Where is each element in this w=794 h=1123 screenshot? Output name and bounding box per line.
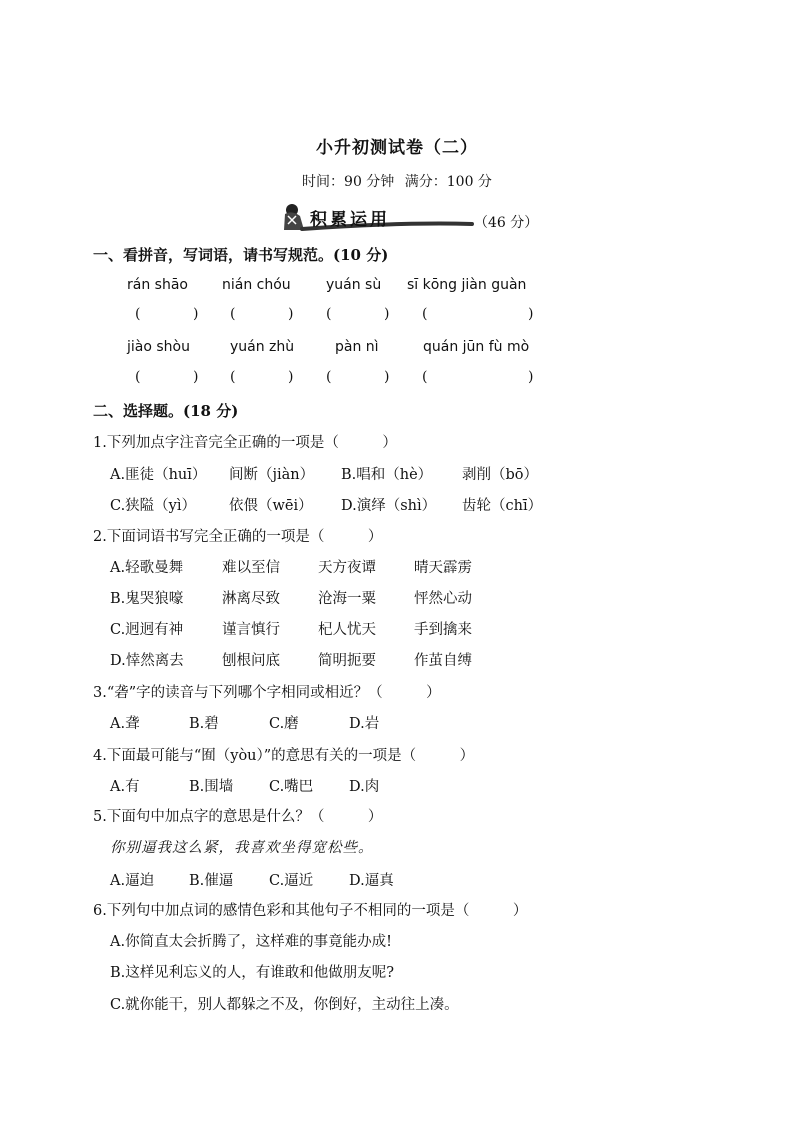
- banner-points: （46 分）: [474, 215, 539, 231]
- question-6-stem: 6.下列句中加点词的感情色彩和其他句子不相同的一项是（ ）: [93, 903, 528, 919]
- q2-word: 沧海一粟: [318, 591, 376, 607]
- pinyin: rán shāo: [127, 277, 188, 293]
- q2-word: 刨根问底: [222, 653, 280, 669]
- q5-option: A.逼迫: [110, 873, 155, 889]
- question-1-stem: 1.下列加点字注音完全正确的一项是（ ）: [93, 435, 397, 451]
- question-3-stem: 3.“砻”字的读音与下列哪个字相同或相近？（ ）: [93, 685, 441, 701]
- q3-option: D.岩: [349, 716, 380, 732]
- pinyin: jiào shòu: [127, 339, 190, 355]
- q2-word: B.鬼哭狼嚎: [110, 591, 184, 607]
- q2-word: 谨言慎行: [222, 622, 280, 638]
- pinyin: quán jūn fù mò: [423, 339, 530, 355]
- q3-option: A.聋: [110, 716, 140, 732]
- q2-word: 杞人忧天: [318, 622, 376, 638]
- q4-option: B.围墙: [189, 779, 234, 795]
- q1-option: 依偎（wēi）: [229, 498, 313, 514]
- q2-word: D.悻然离去: [110, 653, 184, 669]
- answer-bracket-open: (: [135, 306, 141, 322]
- q5-option: D.逼真: [349, 873, 394, 889]
- q2-word: A.轻歌曼舞: [110, 560, 184, 576]
- pinyin: yuán zhù: [230, 339, 295, 355]
- banner-label: 积累运用: [310, 210, 390, 230]
- answer-bracket-open: (: [326, 369, 332, 385]
- answer-bracket-close: ): [384, 306, 390, 322]
- section1-heading: 一、看拼音，写词语，请书写规范。(10 分): [93, 246, 389, 264]
- full-score: 满分：100 分: [404, 174, 492, 190]
- q5-sentence: 你别逼我这么紧，我喜欢坐得宽松些。: [110, 840, 374, 856]
- answer-bracket-close: ): [384, 369, 390, 385]
- answer-bracket-close: ): [528, 306, 534, 322]
- q2-word: 作茧自缚: [414, 653, 472, 669]
- pinyin: nián chóu: [222, 277, 291, 293]
- q1-option: C.狭隘（yì）: [110, 498, 197, 514]
- q2-word: 晴天霹雳: [414, 560, 472, 576]
- q6-option: B.这样见利忘义的人，有谁敢和他做朋友呢?: [110, 965, 395, 981]
- answer-bracket-open: (: [230, 369, 236, 385]
- answer-bracket-close: ): [193, 306, 199, 322]
- q2-word: 手到擒来: [414, 622, 472, 638]
- question-5-stem: 5.下面句中加点字的意思是什么？（ ）: [93, 809, 383, 825]
- exam-meta: [0, 171, 794, 191]
- q4-option: C.嘴巴: [269, 779, 314, 795]
- q5-option: B.催逼: [189, 873, 234, 889]
- answer-bracket-close: ): [288, 306, 294, 322]
- page-title: 小升初测试卷（二）: [316, 138, 478, 158]
- q2-word: 简明扼要: [318, 653, 376, 669]
- answer-bracket-open: (: [230, 306, 236, 322]
- answer-bracket-close: ): [288, 369, 294, 385]
- q2-word: 怦然心动: [414, 591, 472, 607]
- q1-option: 间断（jiàn）: [229, 467, 315, 483]
- time-limit: 时间：90 分钟: [302, 174, 395, 190]
- q3-option: B.碧: [189, 716, 219, 732]
- answer-bracket-close: ): [193, 369, 199, 385]
- answer-bracket-open: (: [422, 306, 428, 322]
- q4-option: D.肉: [349, 779, 380, 795]
- q5-option: C.逼近: [269, 873, 314, 889]
- q1-option: B.唱和（hè）: [341, 467, 433, 483]
- pinyin: sī kōng jiàn guàn: [407, 277, 527, 293]
- q1-option: D.演绎（shì）: [341, 498, 437, 514]
- answer-bracket-open: (: [135, 369, 141, 385]
- answer-bracket-open: (: [422, 369, 428, 385]
- pinyin: pàn nì: [335, 339, 379, 355]
- q1-option: 剥削（bō）: [462, 467, 539, 483]
- q2-word: 淋离尽致: [222, 591, 280, 607]
- question-2-stem: 2.下面词语书写完全正确的一项是（ ）: [93, 529, 383, 545]
- q1-option: A.匪徒（huī）: [110, 467, 207, 483]
- q2-word: 天方夜谭: [318, 560, 376, 576]
- answer-bracket-close: ): [528, 369, 534, 385]
- q4-option: A.有: [110, 779, 140, 795]
- q3-option: C.磨: [269, 716, 299, 732]
- q2-word: 难以至信: [222, 560, 280, 576]
- section2-heading: 二、选择题。(18 分): [93, 402, 239, 420]
- q1-option: 齿轮（chī）: [462, 498, 543, 514]
- question-4-stem: 4.下面最可能与“囿（yòu）”的意思有关的一项是（ ）: [93, 748, 475, 764]
- q2-word: C.迥迥有神: [110, 622, 184, 638]
- answer-bracket-open: (: [326, 306, 332, 322]
- q6-option: C.就你能干，别人都躲之不及，你倒好，主动往上凑。: [110, 997, 459, 1013]
- q6-option: A.你简直太会折腾了，这样难的事竟能办成!: [110, 934, 392, 950]
- pinyin: yuán sù: [326, 277, 382, 293]
